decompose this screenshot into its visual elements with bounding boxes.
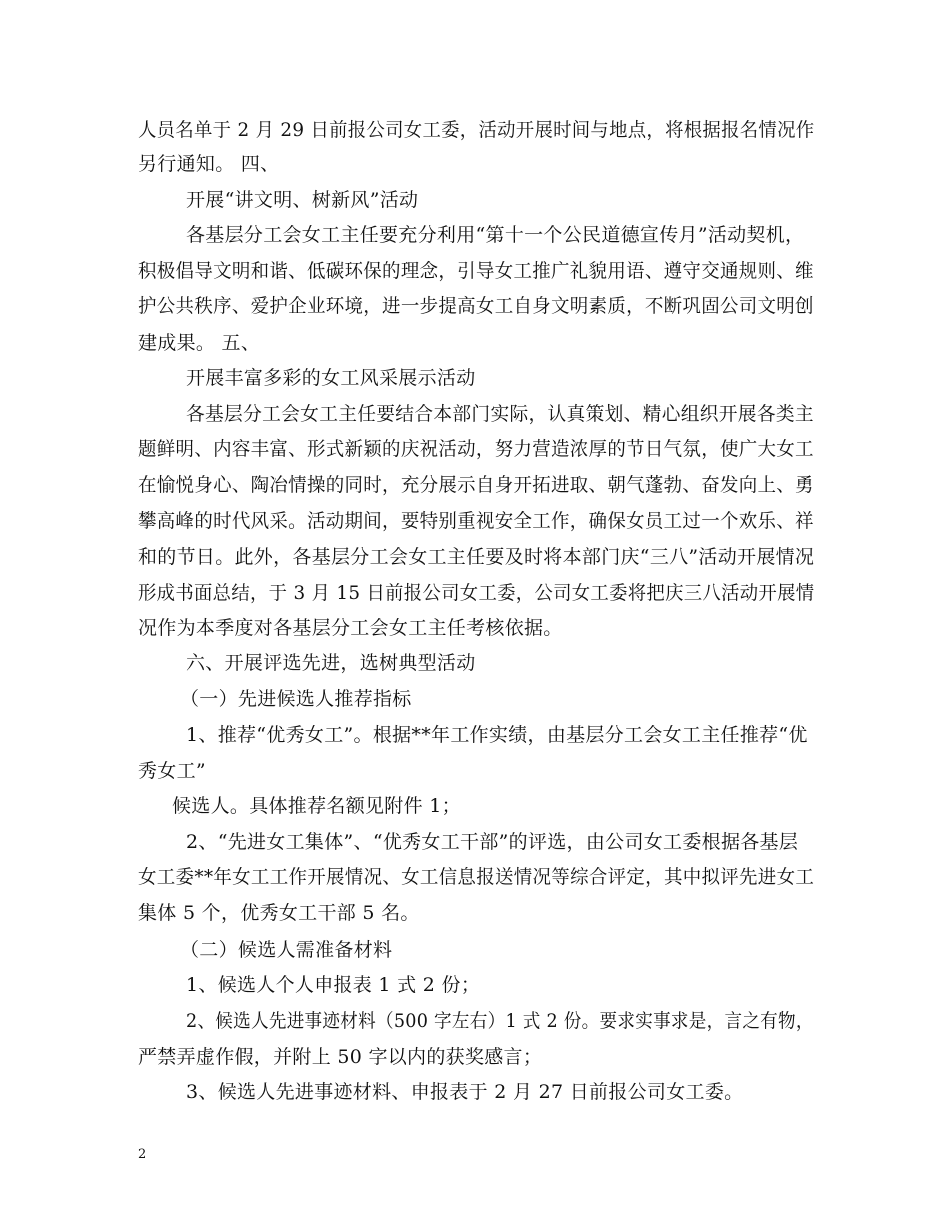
body-line: 另行通知。 四、 — [138, 153, 280, 175]
body-line: 攀高峰的时代风采。活动期间，要特别重视安全工作，确保女员工过一个欢乐、祥 — [138, 510, 814, 532]
body-line: 女工委**年女工工作开展情况、女工信息报送情况等综合评定，其中拟评先进女工 — [138, 866, 815, 888]
section-heading: 六、开展评选先进，选树典型活动 — [186, 652, 476, 674]
body-line: 护公共秩序、爱护企业环境，进一步提高女工自身文明素质，不断巩固公司文明创 — [138, 295, 814, 317]
body-line: 候选人。具体推荐名额见附件 1； — [172, 795, 461, 817]
body-line: 在愉悦身心、陶冶情操的同时，充分展示自身开拓进取、朝气蓬勃、奋发向上、勇 — [138, 474, 814, 496]
body-line: 集体 5 个，优秀女工干部 5 名。 — [138, 902, 420, 924]
body-line: 况作为本季度对各基层分工会女工主任考核依据。 — [138, 617, 563, 639]
body-line: 建成果。 五、 — [138, 332, 261, 354]
body-line: 3、候选人先进事迹材料、申报表于 2 月 27 日前报公司女工委。 — [186, 1081, 744, 1103]
subsection-heading: （二）候选人需准备材料 — [180, 939, 393, 961]
body-line: 严禁弄虚作假，并附上 50 字以内的获奖感言； — [138, 1046, 543, 1068]
body-line: 积极倡导文明和谐、低碳环保的理念，引导女工推广礼貌用语、遵守交通规则、维 — [138, 260, 814, 282]
body-line: 人员名单于 2 月 29 日前报公司女工委，活动开展时间与地点，将根据报名情况作 — [138, 119, 815, 141]
body-line: 各基层分工会女工主任要结合本部门实际，认真策划、精心组织开展各类主 — [186, 403, 814, 425]
body-line: 秀女工” — [138, 760, 206, 782]
body-line: 1、推荐“优秀女工”。根据**年工作实绩，由基层分工会女工主任推荐“优 — [186, 724, 808, 746]
body-line: 题鲜明、内容丰富、形式新颖的庆祝活动，努力营造浓厚的节日气氛，使广大女工 — [138, 438, 814, 460]
body-line: 2、候选人先进事迹材料（500 字左右）1 式 2 份。要求实事求是，言之有物， — [186, 1010, 814, 1032]
body-line: 和的节日。此外，各基层分工会女工主任要及时将本部门庆“三八”活动开展情况 — [138, 546, 815, 568]
body-line: 2、“先进女工集体”、“优秀女工干部”的评选，由公司女工委根据各基层 — [186, 831, 799, 853]
section-heading: 开展“讲文明、树新风”活动 — [186, 189, 419, 211]
body-line: 各基层分工会女工主任要充分利用“第十一个公民道德宣传月”活动契机， — [186, 224, 805, 246]
page-number: 2 — [138, 1147, 147, 1162]
section-heading: 开展丰富多彩的女工风采展示活动 — [186, 367, 476, 389]
subsection-heading: （一）先进候选人推荐指标 — [180, 688, 412, 710]
body-line: 形成书面总结，于 3 月 15 日前报公司女工委，公司女工委将把庆三八活动开展情 — [138, 582, 815, 604]
body-line: 1、候选人个人申报表 1 式 2 份； — [186, 974, 481, 996]
